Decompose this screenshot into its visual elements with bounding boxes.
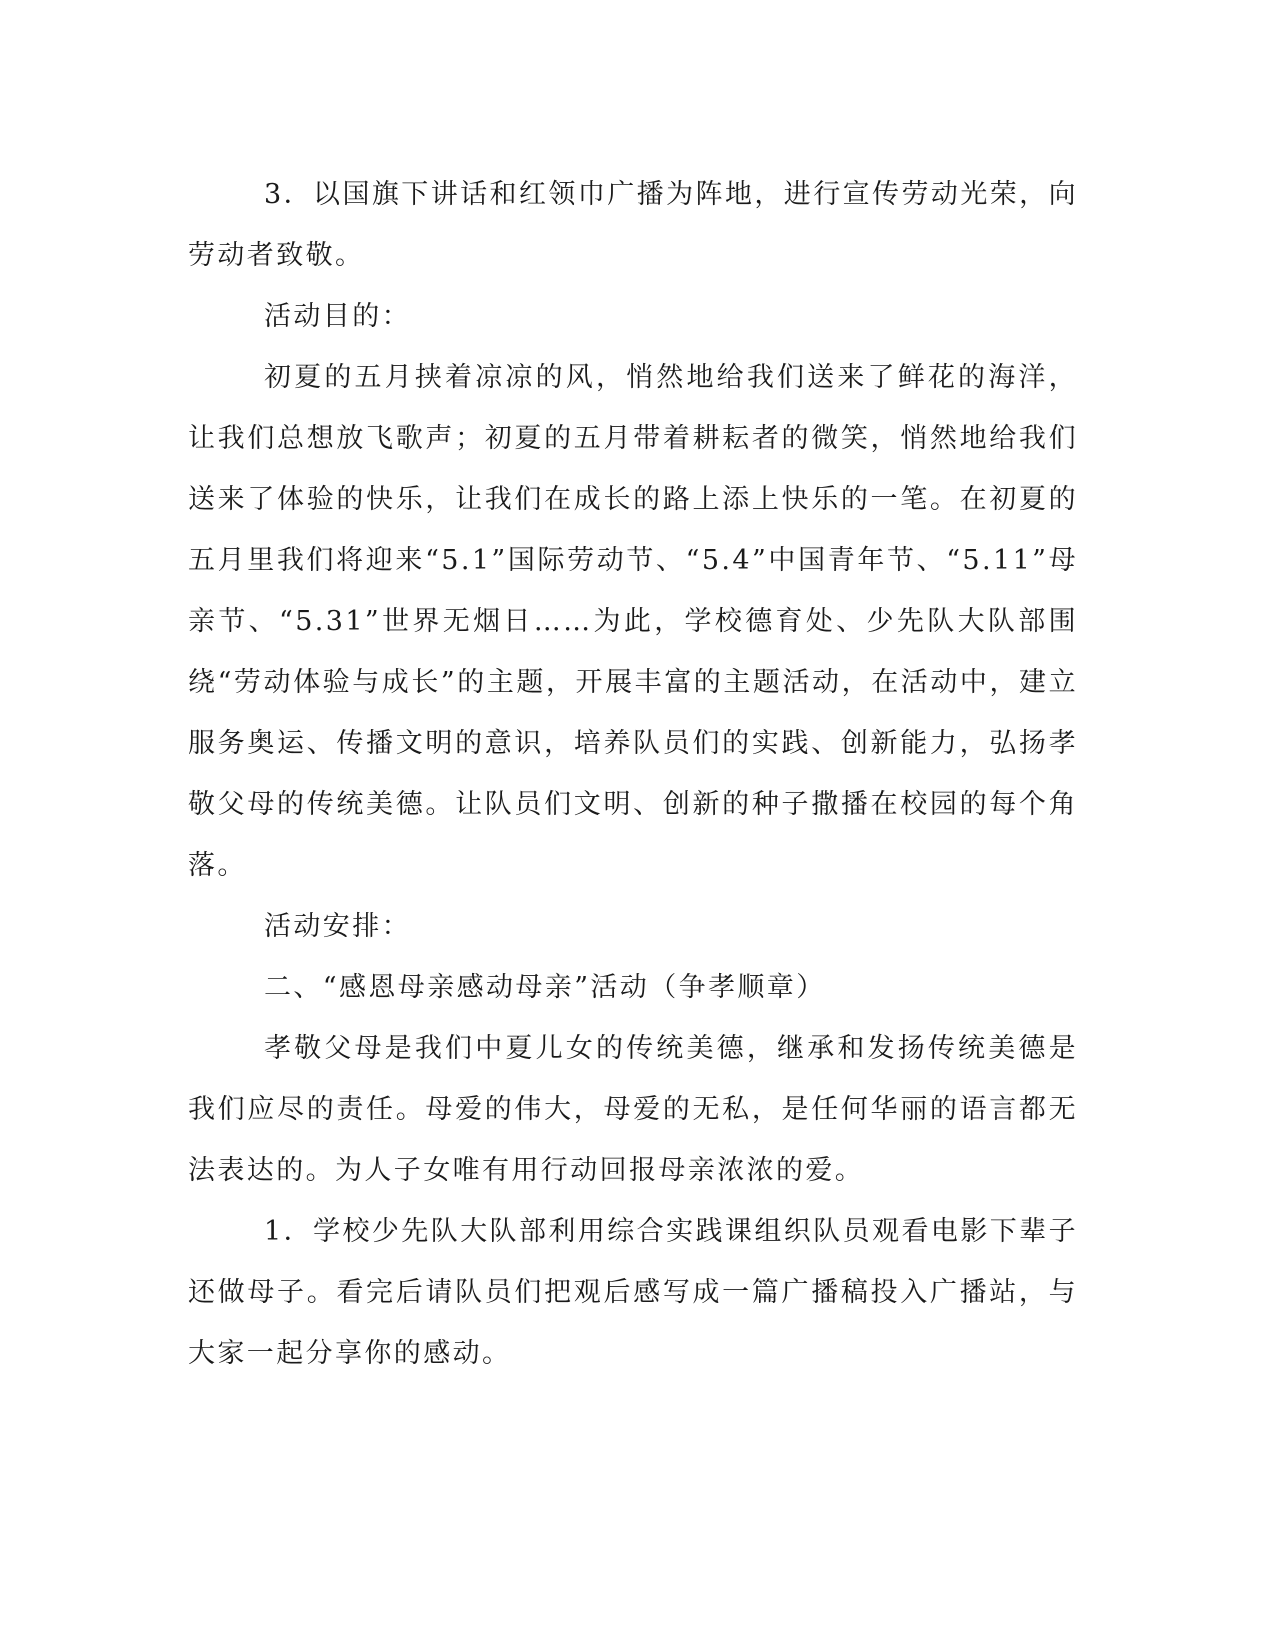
paragraph-purpose: 初夏的五月挟着凉凉的风，悄然地给我们送来了鲜花的海洋，让我们总想放飞歌声；初夏的五月带着耕耘者的微笑，悄然地给我们送来了体验的快乐，让我们在成长的路上添上快乐的一笔。在初夏的五月里我们将迎来“5.1”国际劳动节、“5.4”中国青年节、“5.11”母亲节、“5.31”世界无烟日……为此，学校德育处、少先队大队部围绕“劳动体验与成长”的主题，开展丰富的主题活动，在活动中，建立服务奥运、传播文明的意识，培养队员们的实践、创新能力，弘扬孝敬父母的传统美德。让队员们文明、创新的种子撒播在校园的每个角落。 xyxy=(188,362,1078,881)
heading-activity-arrangement: 活动安排： xyxy=(264,911,411,942)
heading-activity-purpose: 活动目的： xyxy=(264,301,411,332)
paragraph-filial-piety: 孝敬父母是我们中夏儿女的传统美德，继承和发扬传统美德是我们应尽的责任。母爱的伟大，母爱的无私，是任何华丽的语言都无法表达的。为人子女唯有用行动回报母亲浓浓的爱。 xyxy=(188,1033,1078,1186)
body-text xyxy=(188,164,1078,1384)
paragraph-item-3: 3．以国旗下讲话和红领巾广播为阵地，进行宣传劳动光荣，向劳动者致敬。 xyxy=(188,179,1078,271)
section-heading-gratitude-mother: 二、“感恩母亲感动母亲”活动（争孝顺章） xyxy=(264,972,826,1003)
paragraph-item-1: 1．学校少先队大队部利用综合实践课组织队员观看电影下辈子还做母子。看完后请队员们把观后感写成一篇广播稿投入广播站，与大家一起分享你的感动。 xyxy=(188,1216,1078,1369)
